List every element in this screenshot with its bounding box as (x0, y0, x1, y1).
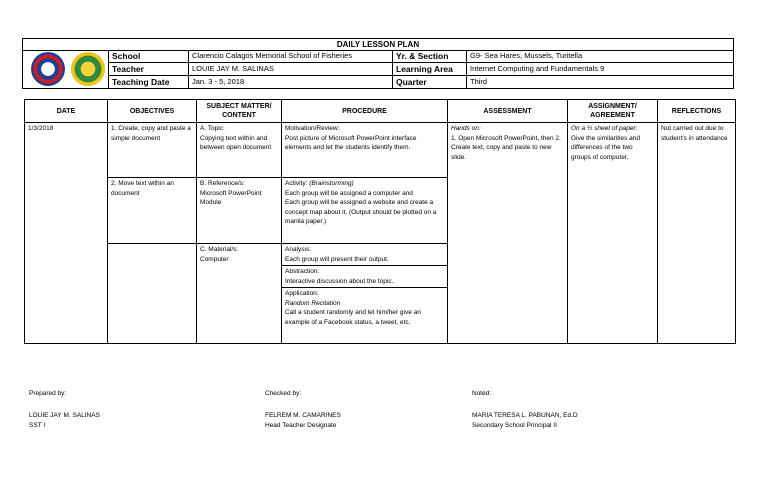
assignment-cell (568, 123, 658, 344)
procedure-italic: Random Recitation (285, 299, 341, 307)
col-assignment: ASSIGNMENT/ AGREEMENT (568, 100, 658, 123)
objective-cell (108, 244, 197, 344)
col-procedure: PROCEDURE (282, 100, 448, 123)
quarter-value: Third (466, 76, 734, 89)
subject-text: Copying text within and between open document (200, 134, 272, 151)
procedure-cell (282, 266, 448, 288)
school-label: School (108, 50, 188, 63)
checked-label: Checked by: (265, 390, 302, 397)
teacher-label: Teacher (108, 63, 188, 76)
subject-cell (197, 178, 282, 244)
prepared-label: Prepared by: (29, 390, 67, 397)
deped-seal-logo (31, 52, 65, 86)
checked-title: Head Teacher Designate (265, 422, 337, 429)
assessment-cell (448, 123, 568, 344)
assessment-label: Hands on: (451, 125, 481, 132)
assignment-label: On a ½ sheet of paper: (571, 125, 638, 132)
subject-text: Microsoft PowerPoint Module (200, 189, 262, 206)
subject-text: Computer (200, 255, 229, 263)
learning-area-label: Learning Area (392, 63, 466, 76)
date-cell: 1/3/2018 (25, 123, 108, 344)
assessment-text: 1. Open Microsoft PowerPoint, then 2. Create text, copy and paste to new slide. (451, 134, 561, 161)
procedure-label: Application: (285, 290, 319, 297)
noted-title: Secondary School Principal II (472, 422, 557, 429)
objective-cell: 2. Move text within an document (108, 178, 197, 244)
table-header-row (25, 100, 736, 123)
procedure-cell (282, 244, 448, 266)
col-subject: SUBJECT MATTER/ CONTENT (197, 100, 282, 123)
school-seal-logo (71, 52, 105, 86)
prepared-title: SST I (29, 422, 46, 429)
subject-cell (197, 123, 282, 178)
procedure-label: Abstraction: (285, 268, 320, 275)
teaching-date-value: Jan. 3 - 5, 2018 (188, 76, 392, 89)
teacher-value: LOUIE JAY M. SALINAS (188, 63, 392, 76)
col-assessment: ASSESSMENT (448, 100, 568, 123)
procedure-text: Call a student randomly and let him/her give an example of a Facebook status, a tweet, etc. (285, 309, 421, 326)
procedure-label: Activity: (285, 180, 308, 187)
page-title: DAILY LESSON PLAN (23, 39, 733, 51)
learning-area-value: Internet Computing and Fundamentals 9 (466, 63, 734, 76)
procedure-text: Each group will be assigned a website and create a concept map about it. (Output should be plotted on a manila paper.) (285, 199, 437, 225)
subject-label: A. Topic: (200, 125, 225, 132)
procedure-cell (282, 288, 448, 344)
noted-name: MARIA TERESA L. PABUNAN, Ed.D (472, 412, 578, 419)
noted-label: Noted: (472, 390, 492, 397)
objective-cell: 1. Create, copy and paste a simple document (108, 123, 197, 178)
prepared-name: LOUIE JAY M. SALINAS (29, 412, 100, 419)
reflection-cell: Not carried out due to student's in attendance (658, 123, 736, 344)
procedure-label: Analysis: (285, 246, 312, 253)
col-objectives: OBJECTIVES (108, 100, 197, 123)
col-reflections: REFLECTIONS (658, 100, 736, 123)
table-row (25, 123, 736, 178)
procedure-text: Interactive discussion about the topic. (285, 277, 394, 285)
header-box (22, 38, 734, 89)
procedure-label: Motivation/Review: (285, 125, 340, 132)
yr-section-value: G9- Sea Hares, Mussels, Turitella (466, 50, 734, 63)
procedure-label-italic: (Brainstorming) (309, 180, 354, 187)
procedure-cell (282, 178, 448, 244)
subject-label: B. Reference/s: (200, 180, 245, 187)
lesson-table (24, 99, 736, 344)
col-date: DATE (25, 100, 108, 123)
subject-cell (197, 244, 282, 344)
procedure-text: Each group will be assigned a computer and (285, 189, 413, 197)
yr-section-label: Yr. & Section (392, 50, 466, 63)
assignment-text: Give the similarities and differences of the two groups of computer. (571, 134, 640, 161)
procedure-text: Post picture of Microsoft PowerPoint interface elements and let the students identify them. (285, 134, 417, 151)
school-value: Clarencio Calagos Memorial School of Fisheries (188, 50, 392, 63)
procedure-text: Each group will present their output. (285, 255, 389, 263)
subject-label: C. Material/s: (200, 246, 239, 253)
header-grid (108, 50, 734, 89)
procedure-cell (282, 123, 448, 178)
teaching-date-label: Teaching Date (108, 76, 188, 89)
quarter-label: Quarter (392, 76, 466, 89)
checked-name: FELREM M. CAMARINES (265, 412, 341, 419)
